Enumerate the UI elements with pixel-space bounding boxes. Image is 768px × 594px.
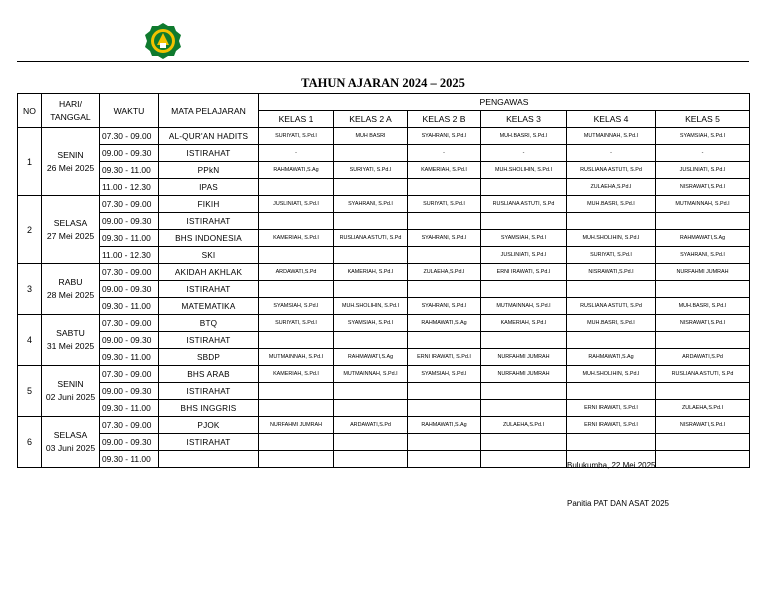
supervisor-cell: SYAMSIAH, S.Pd.I	[334, 315, 408, 332]
header-day	[42, 94, 100, 128]
subject-cell: AKIDAH AKHLAK	[159, 264, 259, 281]
supervisor-cell	[656, 213, 750, 230]
schedule-row	[18, 417, 750, 434]
supervisor-cell: JUSLINIATI, S.Pd.I	[259, 196, 334, 213]
supervisor-cell	[481, 281, 567, 298]
time-slot: 09.00 - 09.30	[100, 281, 159, 298]
header-rule	[17, 61, 749, 62]
header-time: WAKTU	[100, 94, 159, 128]
subject-cell: BHS ARAB	[159, 366, 259, 383]
subject-cell: AL-QUR'AN HADITS	[159, 128, 259, 145]
supervisor-cell	[259, 213, 334, 230]
supervisor-cell: RAHMAWATI,S.Ag	[408, 315, 481, 332]
time-slot: 09.00 - 09.30	[100, 383, 159, 400]
schedule-row	[18, 247, 750, 264]
supervisor-cell	[334, 213, 408, 230]
supervisor-cell: MUTMAINNAH, S.Pd.I	[334, 366, 408, 383]
supervisor-cell: NURFAHMI JUMRAH	[481, 349, 567, 366]
supervisor-cell: MUH.BASRI, S.Pd.I	[567, 315, 656, 332]
supervisor-cell: MUH.SHOLIHIN, S.Pd.I	[567, 230, 656, 247]
supervisor-cell: -	[259, 145, 334, 162]
supervisor-cell: MUTMAINNAH, S.Pd.I	[481, 298, 567, 315]
day-name: SABTU	[56, 328, 85, 338]
supervisor-cell	[408, 213, 481, 230]
supervisor-cell: RAHMAWATI,S.Ag	[567, 349, 656, 366]
header-subject: MATA PELAJARAN	[159, 94, 259, 128]
supervisor-cell: RUSLIANA ASTUTI, S.Pd	[334, 230, 408, 247]
supervisor-cell	[567, 434, 656, 451]
supervisor-cell: SURIYATI, S.Pd.I	[334, 162, 408, 179]
subject-cell: ISTIRAHAT	[159, 213, 259, 230]
schedule-row	[18, 332, 750, 349]
time-slot: 07.30 - 09.00	[100, 264, 159, 281]
schedule-row	[18, 145, 750, 162]
supervisor-cell: ERNI IRAWATI, S.Pd.I	[567, 400, 656, 417]
header-class: KELAS 5	[656, 111, 750, 128]
supervisor-cell: MUH.SHOLIHIN, S.Pd.I	[567, 366, 656, 383]
day-number: 6	[18, 417, 42, 468]
supervisor-cell	[408, 179, 481, 196]
time-slot: 11.00 - 12.30	[100, 179, 159, 196]
supervisor-cell: NISRAWATI,S.Pd.I	[656, 179, 750, 196]
supervisor-cell: NISRAWATI,S.Pd.I	[567, 264, 656, 281]
day-date-cell	[42, 128, 100, 196]
supervisor-cell: ZULAEHA,S.Pd.I	[656, 400, 750, 417]
time-slot: 09.00 - 09.30	[100, 145, 159, 162]
supervisor-cell: ARDAWATI,S.Pd	[259, 264, 334, 281]
schedule-row	[18, 230, 750, 247]
day-number: 2	[18, 196, 42, 264]
supervisor-cell	[656, 451, 750, 468]
supervisor-cell: SYAMSIAH, S.Pd.I	[656, 128, 750, 145]
supervisor-cell: SURIYATI, S.Pd.I	[567, 247, 656, 264]
supervisor-cell: SURIYATI, S.Pd.I	[408, 196, 481, 213]
supervisor-cell	[481, 400, 567, 417]
day-number: 3	[18, 264, 42, 315]
day-date: 03 Juni 2025	[45, 443, 96, 453]
time-slot: 09.30 - 11.00	[100, 298, 159, 315]
place-date-text: Bulukumba, 22 Mei 2025	[567, 461, 656, 470]
subject-cell	[159, 451, 259, 468]
header-day-line1: HARI/	[59, 98, 82, 109]
subject-cell: FIKIH	[159, 196, 259, 213]
day-date-cell	[42, 264, 100, 315]
subject-cell: SKI	[159, 247, 259, 264]
supervisor-cell	[408, 383, 481, 400]
subject-cell: PPkN	[159, 162, 259, 179]
supervisor-cell: ZULAEHA,S.Pd.I	[481, 417, 567, 434]
supervisor-cell: ZULAEHA,S.Pd.I	[567, 179, 656, 196]
supervisor-cell	[259, 451, 334, 468]
schedule-row	[18, 434, 750, 451]
supervisor-cell	[334, 281, 408, 298]
supervisor-cell: SYAHRANI, S.Pd.I	[656, 247, 750, 264]
supervisor-cell: NISRAWATI,S.Pd.I	[656, 315, 750, 332]
day-number: 5	[18, 366, 42, 417]
day-date-cell	[42, 366, 100, 417]
supervisor-cell: ARDAWATI,S.Pd	[656, 349, 750, 366]
supervisor-cell	[567, 281, 656, 298]
supervisor-cell	[567, 383, 656, 400]
supervisor-cell	[334, 332, 408, 349]
supervisor-cell	[259, 247, 334, 264]
supervisor-cell	[334, 179, 408, 196]
supervisor-cell: MUH.BASRI, S.Pd.I	[481, 128, 567, 145]
header-class: KELAS 2 B	[408, 111, 481, 128]
supervisor-cell	[656, 383, 750, 400]
day-name: SELASA	[53, 430, 88, 440]
subject-cell: ISTIRAHAT	[159, 281, 259, 298]
supervisor-cell: JUSLINIATI, S.Pd.I	[481, 247, 567, 264]
supervisor-cell: KAMERIAH, S.Pd.I	[408, 162, 481, 179]
schedule-row	[18, 383, 750, 400]
supervisor-cell: ERNI IRAWATI, S.Pd.I	[567, 417, 656, 434]
supervisor-cell: RUSLIANA ASTUTI, S.Pd	[481, 196, 567, 213]
header-class: KELAS 1	[259, 111, 334, 128]
supervisor-cell: RAHMAWATI,S.Ag	[408, 417, 481, 434]
supervisor-cell	[481, 434, 567, 451]
schedule-row	[18, 196, 750, 213]
subject-cell: ISTIRAHAT	[159, 332, 259, 349]
time-slot: 09.30 - 11.00	[100, 400, 159, 417]
supervisor-cell	[334, 145, 408, 162]
supervisor-cell: ERNI IRAWATI, S.Pd.I	[408, 349, 481, 366]
supervisor-cell: SYAHRANI, S.Pd.I	[408, 128, 481, 145]
supervisor-cell	[481, 332, 567, 349]
schedule-row	[18, 298, 750, 315]
supervisor-cell: SYAHRANI, S.Pd.I	[408, 298, 481, 315]
exam-schedule-table	[17, 93, 750, 468]
supervisor-cell	[408, 247, 481, 264]
header-class: KELAS 4	[567, 111, 656, 128]
supervisor-cell: KAMERIAH, S.Pd.I	[259, 366, 334, 383]
day-name: SENIN	[57, 379, 84, 389]
subject-cell: MATEMATIKA	[159, 298, 259, 315]
schedule-row	[18, 128, 750, 145]
header-no: NO	[18, 94, 42, 128]
supervisor-cell: KAMERIAH, S.Pd.I	[334, 264, 408, 281]
supervisor-cell: RUSLIANA ASTUTI, S.Pd	[567, 298, 656, 315]
supervisor-cell: MUH BASRI	[334, 128, 408, 145]
supervisor-cell	[408, 451, 481, 468]
supervisor-cell: SYAMSIAH, S.Pd.I	[408, 366, 481, 383]
time-slot: 09.30 - 11.00	[100, 349, 159, 366]
supervisor-cell	[259, 281, 334, 298]
supervisor-cell	[408, 400, 481, 417]
schedule-row	[18, 281, 750, 298]
time-slot: 07.30 - 09.00	[100, 417, 159, 434]
supervisor-cell: SURIYATI, S.Pd.I	[259, 315, 334, 332]
schedule-row	[18, 400, 750, 417]
day-date: 28 Mei 2025	[46, 290, 95, 300]
day-name: SELASA	[53, 217, 88, 228]
supervisor-cell: SURIYATI, S.Pd.I	[259, 128, 334, 145]
supervisor-cell	[567, 213, 656, 230]
time-slot: 09.00 - 09.30	[100, 332, 159, 349]
supervisor-cell	[334, 451, 408, 468]
day-number: 1	[18, 128, 42, 196]
day-date: 26 Mei 2025	[46, 162, 95, 173]
day-date: 02 Juni 2025	[45, 392, 96, 402]
supervisor-cell: JUSLINIATI, S.Pd.I	[656, 162, 750, 179]
day-date-cell	[42, 417, 100, 468]
supervisor-cell	[408, 332, 481, 349]
supervisor-cell: RAHMAWATI,S.Ag	[259, 162, 334, 179]
time-slot: 09.30 - 11.00	[100, 162, 159, 179]
supervisor-cell	[259, 400, 334, 417]
time-slot: 09.30 - 11.00	[100, 230, 159, 247]
day-name: RABU	[58, 277, 83, 287]
supervisor-cell: MUTMAINNAH, S.Pd.I	[656, 196, 750, 213]
supervisor-cell	[259, 383, 334, 400]
supervisor-cell: ZULAEHA,S.Pd.I	[408, 264, 481, 281]
supervisor-cell	[408, 434, 481, 451]
time-slot: 07.30 - 09.00	[100, 366, 159, 383]
supervisor-cell: MUH.BASRI, S.Pd.I	[656, 298, 750, 315]
supervisor-cell	[481, 383, 567, 400]
supervisor-cell: -	[481, 145, 567, 162]
committee-text: Panitia PAT DAN ASAT 2025	[567, 499, 669, 508]
subject-cell: PJOK	[159, 417, 259, 434]
time-slot: 07.30 - 09.00	[100, 128, 159, 145]
supervisor-cell: SYAMSIAH, S.Pd.I	[259, 298, 334, 315]
day-date-cell	[42, 196, 100, 264]
day-date: 27 Mei 2025	[46, 230, 95, 241]
time-slot: 09.00 - 09.30	[100, 434, 159, 451]
schedule-row	[18, 349, 750, 366]
supervisor-cell: NURFAHMI JUMRAH	[481, 366, 567, 383]
subject-cell: SBDP	[159, 349, 259, 366]
supervisor-cell	[334, 434, 408, 451]
schedule-row	[18, 315, 750, 332]
supervisor-cell: MUH.SHOLIHIN, S.Pd.I	[481, 162, 567, 179]
supervisor-cell: RAHMAWATI,S.Ag	[334, 349, 408, 366]
day-date: 31 Mei 2025	[46, 341, 95, 351]
supervisor-cell: KAMERIAH, S.Pd.I	[481, 315, 567, 332]
time-slot: 11.00 - 12.30	[100, 247, 159, 264]
page-title: TAHUN AJARAN 2024 – 2025	[301, 76, 465, 90]
supervisor-cell	[259, 434, 334, 451]
supervisor-cell: MUH.BASRI, S.Pd.I	[567, 196, 656, 213]
time-slot: 07.30 - 09.00	[100, 196, 159, 213]
supervisor-cell	[334, 247, 408, 264]
subject-cell: ISTIRAHAT	[159, 145, 259, 162]
supervisor-cell: SYAMSIAH, S.Pd.I	[481, 230, 567, 247]
schedule-row	[18, 366, 750, 383]
time-slot: 09.30 - 11.00	[100, 451, 159, 468]
supervisor-cell: MUTMAINNAH, S.Pd.I	[259, 349, 334, 366]
time-slot: 09.00 - 09.30	[100, 213, 159, 230]
supervisor-cell	[334, 400, 408, 417]
supervisor-cell: NURFAHMI JUMRAH	[259, 417, 334, 434]
schedule-row	[18, 179, 750, 196]
day-number: 4	[18, 315, 42, 366]
supervisor-cell	[481, 213, 567, 230]
supervisor-cell	[334, 383, 408, 400]
day-date-cell	[42, 315, 100, 366]
supervisor-cell	[656, 281, 750, 298]
supervisor-cell	[481, 451, 567, 468]
supervisor-cell	[656, 332, 750, 349]
supervisor-cell	[656, 434, 750, 451]
supervisor-cell: -	[656, 145, 750, 162]
supervisor-cell: -	[408, 145, 481, 162]
supervisor-cell: RUSLIANA ASTUTI, S.Pd	[567, 162, 656, 179]
header-row	[18, 94, 750, 111]
supervisor-cell	[567, 332, 656, 349]
subject-cell: BTQ	[159, 315, 259, 332]
subject-cell: ISTIRAHAT	[159, 434, 259, 451]
supervisor-cell: SYAHRANI, S.Pd.I	[334, 196, 408, 213]
subject-cell: IPAS	[159, 179, 259, 196]
supervisor-cell	[259, 332, 334, 349]
schedule-row	[18, 264, 750, 281]
supervisor-cell: NURFAHMI JUMRAH	[656, 264, 750, 281]
time-slot: 07.30 - 09.00	[100, 315, 159, 332]
supervisor-cell	[481, 179, 567, 196]
subject-cell: BHS INDONESIA	[159, 230, 259, 247]
header-day-line2: TANGGAL	[50, 111, 91, 122]
supervisor-cell: ERNI IRAWATI, S.Pd.I	[481, 264, 567, 281]
supervisor-cell: -	[567, 145, 656, 162]
header-class: KELAS 3	[481, 111, 567, 128]
header-supervisor: PENGAWAS	[259, 94, 750, 111]
supervisor-cell: MUH.SHOLIHIN, S.Pd.I	[334, 298, 408, 315]
subject-cell: BHS INGGRIS	[159, 400, 259, 417]
supervisor-cell: RAHMAWATI,S.Ag	[656, 230, 750, 247]
supervisor-cell: SYAHRANI, S.Pd.I	[408, 230, 481, 247]
schedule-row	[18, 162, 750, 179]
ministry-emblem-logo	[143, 21, 183, 61]
supervisor-cell: KAMERIAH, S.Pd.I	[259, 230, 334, 247]
header-class: KELAS 2 A	[334, 111, 408, 128]
supervisor-cell: RUSLIANA ASTUTI, S.Pd	[656, 366, 750, 383]
supervisor-cell: ARDAWATI,S.Pd	[334, 417, 408, 434]
day-name: SENIN	[57, 149, 84, 160]
supervisor-cell: NISRAWATI,S.Pd.I	[656, 417, 750, 434]
supervisor-cell	[408, 281, 481, 298]
supervisor-cell	[259, 179, 334, 196]
schedule-row	[18, 213, 750, 230]
supervisor-cell: MUTMAINNAH, S.Pd.I	[567, 128, 656, 145]
subject-cell: ISTIRAHAT	[159, 383, 259, 400]
